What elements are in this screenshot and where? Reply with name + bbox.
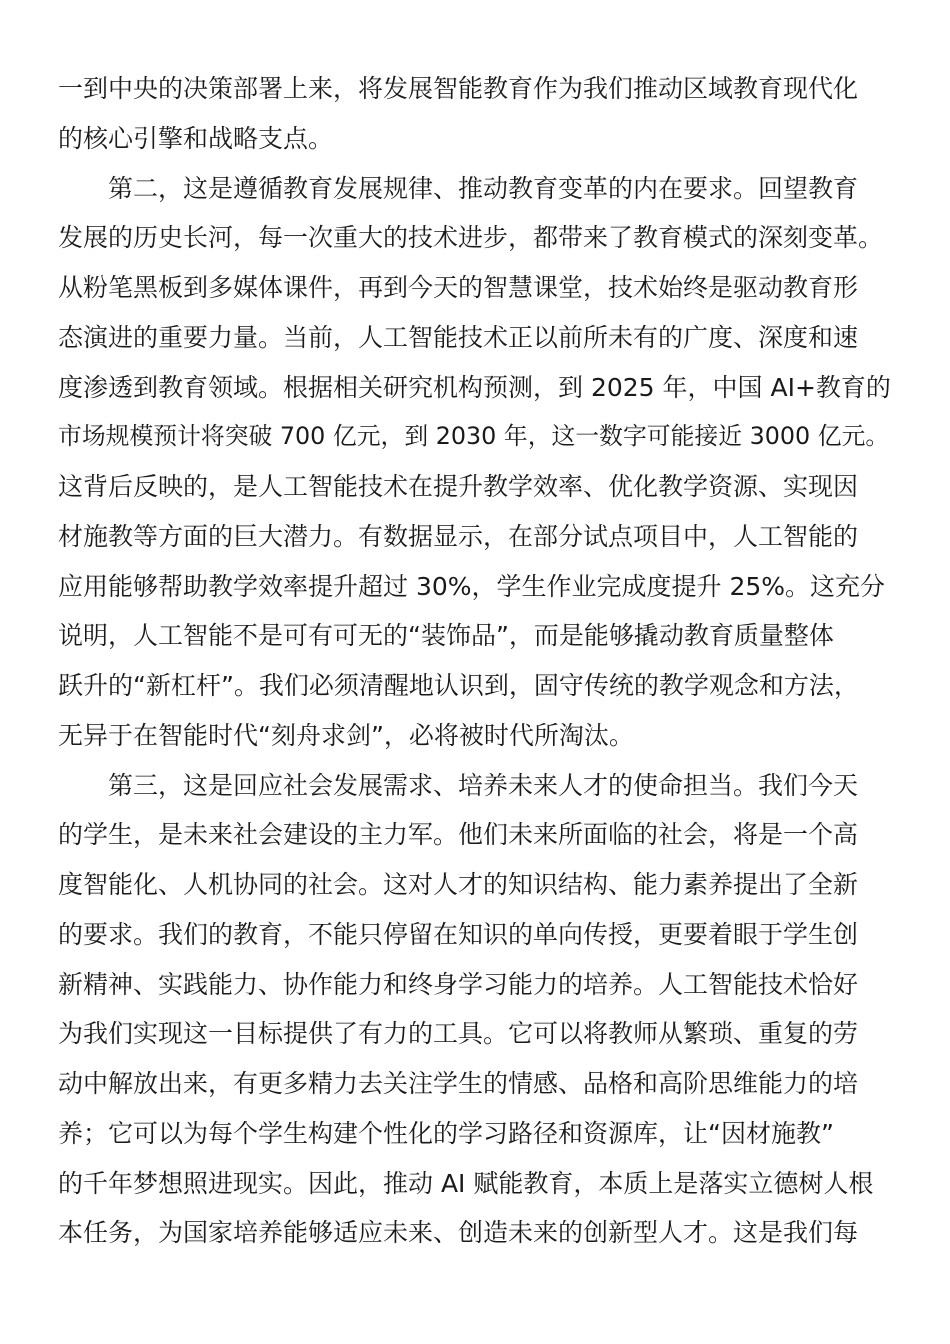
text-line: 市场规模预计将突破 700 亿元，到 2030 年，这一数字可能接近 3000 亿元。 [58,422,890,451]
text-line: 养；它可以为每个学生构建个性化的学习路径和资源库，让“因材施教” [58,1118,834,1148]
text-line: 度智能化、人机协同的社会。这对人才的知识结构、能力素养提出了全新 [58,870,859,899]
text-line: 态演进的重要力量。当前，人工智能技术正以前所未有的广度、深度和速 [58,322,859,352]
text-line: 无异于在智能时代“刻舟求剑”，必将被时代所淘汰。 [58,720,634,750]
text-line: 的千年梦想照进现实。因此，推动 AI 赋能教育，本质上是落实立德树人根 [58,1168,874,1198]
paragraph-start-line: 第二，这是遵循教育发展规律、推动教育变革的内在要求。回望教育 [108,173,859,203]
text-line: 说明，人工智能不是可有可无的“装饰品”，而是能够撬动教育质量整体 [58,621,834,651]
text-line: 的核心引擎和战略支点。 [58,123,334,153]
text-line: 应用能够帮助教学效率提升超过 30%，学生作业完成度提升 25%。这充分 [58,571,886,601]
text-line: 为我们实现这一目标提供了有力的工具。它可以将教师从繁琐、重复的劳 [58,1019,859,1049]
text-line: 从粉笔黑板到多媒体课件，再到今天的智慧课堂，技术始终是驱动教育形 [58,273,859,302]
text-line: 跃升的“新杠杆”。我们必须清醒地认识到，固守传统的教学观念和方法， [58,671,859,700]
body-text [58,64,894,1258]
text-line: 一到中央的决策部署上来，将发展智能教育作为我们推动区域教育现代化 [58,74,859,103]
text-line: 这背后反映的，是人工智能技术在提升教学效率、优化教学资源、实现因 [58,472,859,501]
text-line: 发展的历史长河，每一次重大的技术进步，都带来了教育模式的深刻变革。 [58,223,884,253]
text-line: 动中解放出来，有更多精力去关注学生的情感、品格和高阶思维能力的培 [58,1069,859,1098]
paragraph-start-line: 第三，这是回应社会发展需求、培养未来人才的使命担当。我们今天 [108,770,859,800]
text-line: 本任务，为国家培养能够适应未来、创造未来的创新型人才。这是我们每 [58,1218,859,1248]
text-line: 的要求。我们的教育，不能只停留在知识的单向传授，更要着眼于学生创 [58,919,859,949]
text-line: 材施教等方面的巨大潜力。有数据显示，在部分试点项目中，人工智能的 [58,521,859,551]
text-line: 新精神、实践能力、协作能力和终身学习能力的培养。人工智能技术恰好 [58,969,859,999]
text-line: 的学生，是未来社会建设的主力军。他们未来所面临的社会，将是一个高 [58,820,859,850]
text-line: 度渗透到教育领域。根据相关研究机构预测，到 2025 年，中国 AI+教育的 [58,372,891,402]
